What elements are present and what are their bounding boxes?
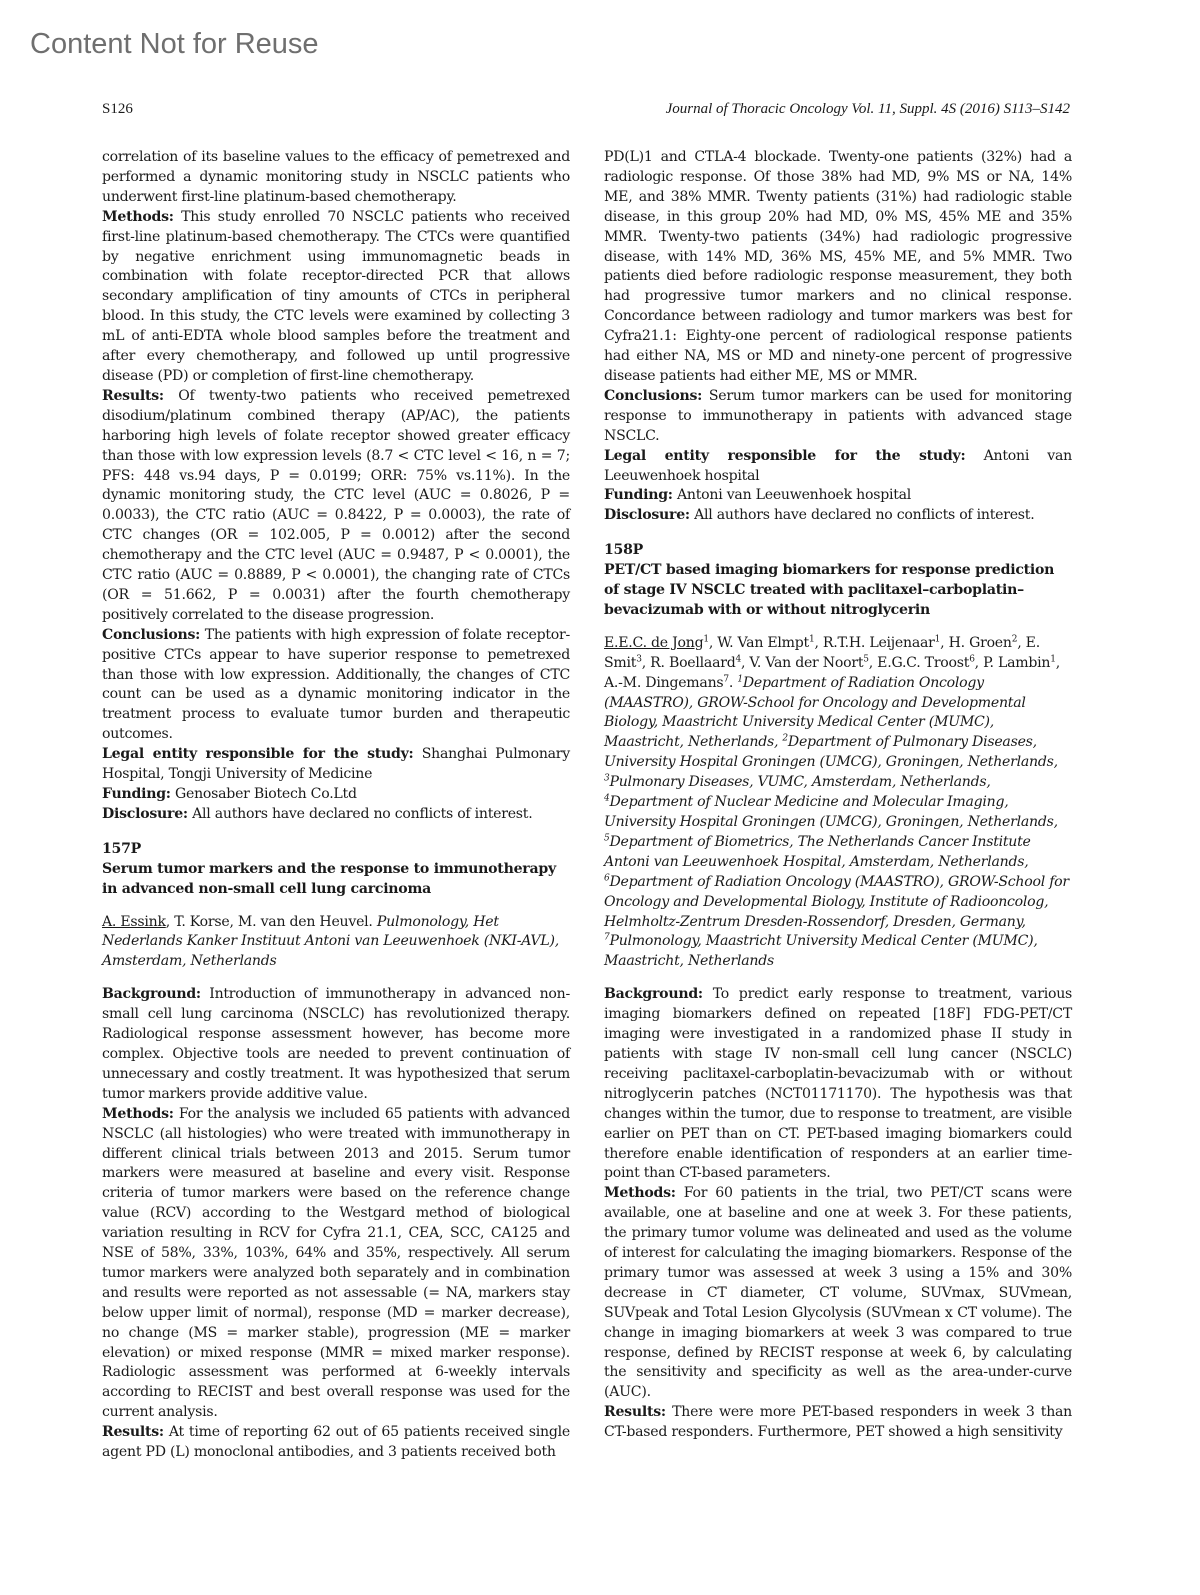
section-text: All authors have declared no conflicts of interest. bbox=[192, 805, 533, 822]
background-section bbox=[102, 985, 570, 1104]
section-label: Legal entity responsible for the study: bbox=[604, 447, 966, 464]
author-name: , H. Groen bbox=[940, 634, 1012, 651]
abstract-title: PET/CT based imaging biomarkers for response prediction of stage IV NSCLC treated with paclitaxel–carboplatin–bevacizumab with or without nitroglycerin bbox=[604, 562, 1055, 618]
affiliation: Pulmonology, Maastricht University Medical Center (MUMC), Maastricht, Netherlands bbox=[604, 933, 1038, 970]
author-sup: 2 bbox=[1011, 634, 1018, 645]
author-name: , V. Van der Noort bbox=[740, 654, 864, 671]
author-name: , R.T.H. Leijenaar bbox=[814, 634, 935, 651]
section-text: Antoni van Leeuwenhoek hospital bbox=[604, 447, 1072, 484]
journal-header: Journal of Thoracic Oncology Vol. 11, Suppl. 4S (2016) S113–S142 bbox=[665, 101, 1070, 117]
section-text: To predict early response to treatment, various imaging biomarkers defined on repeated [18F] FDG-PET/CT imaging were investigated in a randomized phase II study in patients with stage IV non-small cell lung cancer (NSCLC) receiving paclitaxel-carboplatin-bevacizumab with or without nitroglycerin patches (NCT01171170). The hypothesis was that changes within the tumor, due to response to treatment, are visible earlier on PET than on CT. PET-based imaging biomarkers could therefore enable identification of responders at an earlier time-point than CT-based parameters. bbox=[604, 986, 1073, 1182]
affil-sup: 2 bbox=[782, 733, 788, 744]
section-label: Results: bbox=[102, 1424, 164, 1441]
section-label: Background: bbox=[102, 986, 201, 1003]
abstract-title: Serum tumor markers and the response to immunotherapy in advanced non-small cell lung carcinoma bbox=[102, 860, 556, 897]
author-name: , P. Lambin bbox=[974, 654, 1051, 671]
author-sup: 1 bbox=[703, 634, 709, 645]
author-list bbox=[604, 634, 1072, 972]
methods-section bbox=[102, 1105, 570, 1424]
section-text: For the analysis we included 65 patients with advanced NSCLC (all histologies) who were treated with immunotherapy in different clinical trials between 2013 and 2015. Serum tumor markers were measured at baseline and every visit. Response criteria of tumor markers were based on the reference change value (RCV) according to the Westgard method of biological variation resulting in RCV for Cyfra 21.1, CEA, SCC, CA125 and NSE of 58%, 33%, 103%, 64% and 35%, respectively. All serum tumor markers were analyzed both separately and in combination and results were reported as not assessable (= NA, markers stay below upper limit of normal), response (MD = marker decrease), no change (MS = marker stable), progression (ME = marker elevation) or mixed response (MMR = mixed marker response). Radiologic assessment was performed at 6-weekly intervals according to RECIST and best overall response was used for the current analysis. bbox=[102, 1105, 571, 1421]
intro-paragraph: correlation of its baseline values to the efficacy of pemetrexed and performed a dynamic monitoring study in NSCLC patients who underwent first-line platinum-based chemotherapy. bbox=[102, 149, 570, 205]
affiliation: Department of Radiation Oncology (MAASTRO), GROW-School for Oncology and Developmental Biology, Maastricht University Medical Center (MUMC), Maastricht, Netherlands, bbox=[604, 674, 1026, 751]
affiliation: Pulmonary Diseases, VUMC, Amsterdam, Netherlands, bbox=[609, 774, 991, 791]
section-text: Introduction of immunotherapy in advanced non-small cell lung carcinoma (NSCLC) has revolutionized therapy. Radiological response assessment however, has become more complex. Objective tools are needed to prevent continuation of unnecessary and costly treatment. It was hypothesized that serum tumor markers provide additive value. bbox=[102, 986, 570, 1102]
author-sup: 4 bbox=[735, 654, 741, 665]
left-column bbox=[102, 148, 570, 1463]
conclusions-section bbox=[604, 387, 1072, 447]
disclosure bbox=[102, 805, 570, 825]
author-sup: 5 bbox=[863, 654, 869, 665]
affiliation: Department of Radiation Oncology (MAASTRO), GROW-School for Oncology and Developmental Biology, Institute of Radiooncolog, Helmholtz-Zentrum Dresden-Rossendorf, Dresden, Germany, bbox=[604, 873, 1069, 930]
section-label: Funding: bbox=[604, 487, 673, 504]
background-section bbox=[604, 985, 1072, 1184]
affiliation: Department of Pulmonary Diseases, University Hospital Groningen (UMCG), Groningen, Netherlands, bbox=[604, 734, 1058, 771]
section-text: The patients with high expression of folate receptor-positive CTCs appear to have superior response to pemetrexed than those with low expression. Additionally, the changes of CTC count can be used as a dynamic monitoring indicator in the treatment process to evaluate tumor burden and therapeutic outcomes. bbox=[102, 626, 570, 743]
affiliation: Department of Nuclear Medicine and Molecular Imaging, University Hospital Groningen (UMCG), Groningen, Netherlands, bbox=[604, 794, 1058, 830]
author-name: , A.-M. Dingemans bbox=[604, 654, 1060, 691]
section-text: Of twenty-two patients who received pemetrexed disodium/platinum combined therapy (AP/AC), the patients harboring high levels of folate receptor showed greater efficacy than those with low expression levels (8.7 < CTC level < 16, n = 7; PFS: 448 vs.94 days, P = 0.0199; ORR: 75% vs.11%). In the dynamic monitoring study, the CTC level (AUC = 0.8026, P = 0.0033), the CTC ratio (AUC = 0.8422, P = 0.0003), the rate of CTC changes (OR = 102.005, P = 0.0012) after the second chemotherapy and the CTC level (AUC = 0.9487, P < 0.0001), the CTC ratio (AUC = 0.8889, P < 0.0001), the changing rate of CTCs (OR = 51.662, P = 0.0031) after the fourth chemotherapy positively correlated to the disease progression. bbox=[102, 387, 570, 623]
section-label: Disclosure: bbox=[604, 507, 690, 524]
affil-sup: 4 bbox=[604, 793, 610, 804]
affil-sup: 1 bbox=[737, 673, 743, 684]
page-number: S126 bbox=[102, 101, 133, 117]
affiliations bbox=[604, 675, 1069, 970]
section-label: Funding: bbox=[102, 786, 171, 802]
affiliation: Pulmonology, Het Nederlands Kanker Instituut Antoni van Leeuwenhoek (NKI-AVL), Amsterdam, Netherlands bbox=[102, 913, 559, 970]
section-label: Conclusions: bbox=[102, 626, 201, 643]
section-text: For 60 patients in the trial, two PET/CT scans were available, one at baseline and one at week 3. For these patients, the primary tumor volume was delineated and used as the volume of interest for calculating the imaging biomarkers. Response of the primary tumor was assessed at week 3 using a 15% and 30% decrease in CT diameter, CT volume, SUVmax, SUVmean, SUVpeak and Total Lesion Glycolysis (SUVmean x CT volume). The change in imaging biomarkers at week 3 was compared to true response, defined by RECIST response at week 6, by calculating the sensitivity and specificity as well as the area-under-curve (AUC). bbox=[604, 1185, 1072, 1401]
section-label: Methods: bbox=[102, 208, 174, 225]
results-continued: PD(L)1 and CTLA-4 blockade. Twenty-one patients (32%) had a radiologic response. Of those 38% had MD, 9% MS or NA, 14% ME, and 38% MMR. Twenty patients (31%) had radiologic stable disease, in this group 20% had MD, 0% MS, 45% ME and 35% MMR. Twenty-two patients (34%) had radiologic progressive disease, with 14% MD, 36% MS, 45% ME, and 5% MMR. Two patients died before radiologic response measurement, they both had progressive tumor markers and no clinical response. Concordance between radiology and tumor markers was best for Cyfra21.1: Eighty-one percent of radiological response patients had either NA, MS or MD and ninety-one percent of progressive disease patients had either ME, MS or MMR. bbox=[604, 149, 1072, 384]
legal-entity bbox=[102, 745, 570, 785]
results-section bbox=[102, 1423, 570, 1463]
author-name: , R. Boellaard bbox=[641, 654, 736, 671]
conclusions-section bbox=[102, 626, 570, 745]
right-column bbox=[604, 148, 1072, 1443]
author-name: , E.G.C. Troost bbox=[868, 654, 970, 671]
abstract-id: 158P bbox=[604, 542, 644, 559]
author-name: , W. Van Elmpt bbox=[708, 634, 809, 651]
affiliation: Department of Biometrics, The Netherlands Cancer Institute Antoni van Leeuwenhoek Hospital, Amsterdam, Netherlands, bbox=[604, 833, 1031, 870]
funding bbox=[102, 785, 570, 805]
author-list bbox=[102, 913, 570, 973]
section-text: There were more PET-based responders in week 3 than CT-based responders. Furthermore, PET showed a high sensitivity bbox=[604, 1404, 1072, 1441]
section-label: Conclusions: bbox=[604, 387, 703, 404]
abstract-id: 157P bbox=[102, 840, 142, 857]
section-label: Legal entity responsible for the study: bbox=[102, 746, 414, 763]
section-text: Serum tumor markers can be used for monitoring response to immunotherapy in patients with advanced stage NSCLC. bbox=[604, 387, 1072, 444]
author-sup: 1 bbox=[1050, 654, 1056, 665]
methods-section bbox=[102, 208, 570, 387]
results-section bbox=[604, 1403, 1072, 1443]
author-sup: 6 bbox=[969, 654, 975, 665]
affil-sup: 6 bbox=[604, 873, 610, 884]
section-text: At time of reporting 62 out of 65 patients received single agent PD (L) monoclonal antibodies, and 3 patients received both bbox=[102, 1424, 570, 1461]
affil-sup: 7 bbox=[604, 932, 610, 943]
author-sup: 3 bbox=[636, 654, 642, 665]
disclosure bbox=[604, 506, 1072, 526]
funding bbox=[604, 486, 1072, 506]
section-label: Background: bbox=[604, 986, 703, 1003]
author-sup: 1 bbox=[808, 634, 815, 645]
section-label: Methods: bbox=[102, 1105, 174, 1122]
author-name: , E. Smit bbox=[604, 634, 1040, 671]
author-names: , T. Korse, M. van den Heuvel. bbox=[165, 913, 373, 930]
watermark: Content Not for Reuse bbox=[30, 28, 319, 60]
section-text: This study enrolled 70 NSCLC patients who received first-line platinum-based chemotherapy. The CTCs were quantified by negative enrichment using immunomagnetic beads in combination with folate receptor-directed PCR that allows secondary amplification of tiny amounts of CTCs in peripheral blood. In this study, the CTC levels were examined by collecting 3 mL of anti-EDTA whole blood samples before the treatment and after every chemotherapy, and followed up until progressive disease (PD) or completion of first-line chemotherapy. bbox=[102, 208, 570, 384]
legal-entity bbox=[604, 447, 1072, 487]
section-label: Methods: bbox=[604, 1185, 676, 1202]
affil-sup: 5 bbox=[604, 833, 610, 844]
presenting-author: E.E.C. de Jong bbox=[604, 634, 704, 651]
author-sep: . bbox=[728, 674, 738, 691]
results-section bbox=[102, 387, 570, 626]
methods-section bbox=[604, 1184, 1072, 1403]
presenting-author: A. Essink bbox=[102, 913, 166, 930]
section-label: Disclosure: bbox=[102, 805, 188, 822]
author-sup: 1 bbox=[934, 634, 941, 645]
section-text: Antoni van Leeuwenhoek hospital bbox=[677, 487, 912, 504]
author-sup: 7 bbox=[723, 673, 729, 684]
section-label: Results: bbox=[102, 387, 164, 404]
section-text: Genosaber Biotech Co.Ltd bbox=[175, 786, 357, 802]
section-text: All authors have declared no conflicts of interest. bbox=[694, 507, 1035, 524]
section-label: Results: bbox=[604, 1404, 666, 1421]
affil-sup: 3 bbox=[604, 773, 610, 784]
section-text: Shanghai Pulmonary Hospital, Tongji University of Medicine bbox=[102, 746, 571, 783]
